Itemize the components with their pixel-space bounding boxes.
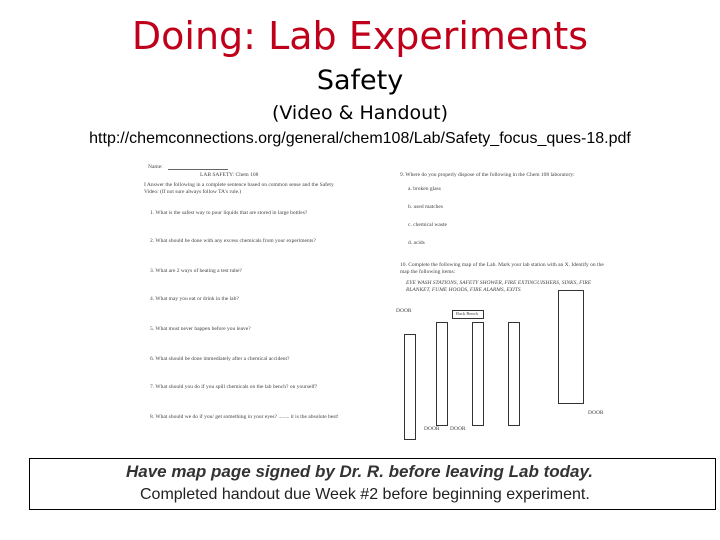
reminder-box <box>29 458 716 510</box>
handout-question-9: 9. Where do you properly dispose of the following in the Chem 108 laboratory: <box>400 172 575 178</box>
handout-question: 5. What must never happen before you leave? <box>150 326 251 332</box>
title-rest: Lab Experiments <box>268 14 589 58</box>
handout-q9-item: d. acids <box>408 240 425 246</box>
handout-question: 7. What should you do if you spill chemicals on the lab bench? on yourself? <box>150 384 318 390</box>
slide-subtitle-2: (Video & Handout) <box>271 102 449 124</box>
map-label-door: DOOR <box>450 426 466 432</box>
title-prefix: Doing: <box>131 14 256 58</box>
map-label-back-bench: Back Bench <box>456 311 478 316</box>
handout-heading: LAB SAFETY: Chem 108 <box>200 172 259 178</box>
handout-instructions: I Answer the following in a complete sentence based on common sense and the Safety Video: (If not sure always follow TA's rule.) <box>144 182 334 195</box>
handout-url[interactable]: http://chemconnections.org/general/chem108/Lab/Safety_focus_ques-18.pdf <box>89 130 631 147</box>
map-hood <box>558 290 584 404</box>
slide-title <box>0 12 720 60</box>
handout-question-10: 10. Complete the following map of the Lab. Mark your lab station with an X. Identify on the map the following items: <box>400 262 604 275</box>
map-bench <box>508 322 520 426</box>
handout-q9-item: b. used matches <box>408 204 443 210</box>
handout-q9-item: c. chemical waste <box>408 222 447 228</box>
reminder-line-2: Completed handout due Week #2 before beginning experiment. <box>140 486 590 503</box>
handout-question: 2. What should be done with any excess chemicals from your experiments? <box>150 238 316 244</box>
map-label-door: DOOR <box>424 426 440 432</box>
handout-q10-items: EYE WASH STATIONS, SAFETY SHOWER, FIRE EXTINGUISHERS, SINKS, FIRE BLANKET, FUME HOODS, FIRE ALARMS, EXITS <box>406 280 592 293</box>
map-bench <box>404 334 416 440</box>
name-line <box>168 169 228 170</box>
reminder-line-1: Have map page signed by Dr. R. before leaving Lab today. <box>126 462 593 481</box>
map-label-door: DOOR <box>588 410 604 416</box>
handout-question: 6. What should be done immediately after a chemical accident? <box>150 356 290 362</box>
handout-question: 1. What is the safest way to pour liquids that are stored in large bottles? <box>150 210 308 216</box>
handout-question: 4. What may you eat or drink in the lab? <box>150 296 239 302</box>
handout-preview <box>138 158 618 450</box>
handout-name-label: Name: <box>148 164 163 170</box>
handout-question: 3. What are 2 ways of heating a test tube? <box>150 268 242 274</box>
map-label-door: DOOR <box>396 308 412 314</box>
map-bench <box>472 322 484 426</box>
handout-q9-item: a. broken glass <box>408 186 441 192</box>
handout-question: 8. What should we do if you/ get something in your eyes? ........ it is the absolute best! <box>150 414 339 420</box>
slide-subtitle: Safety <box>316 65 404 96</box>
map-bench <box>436 322 448 426</box>
